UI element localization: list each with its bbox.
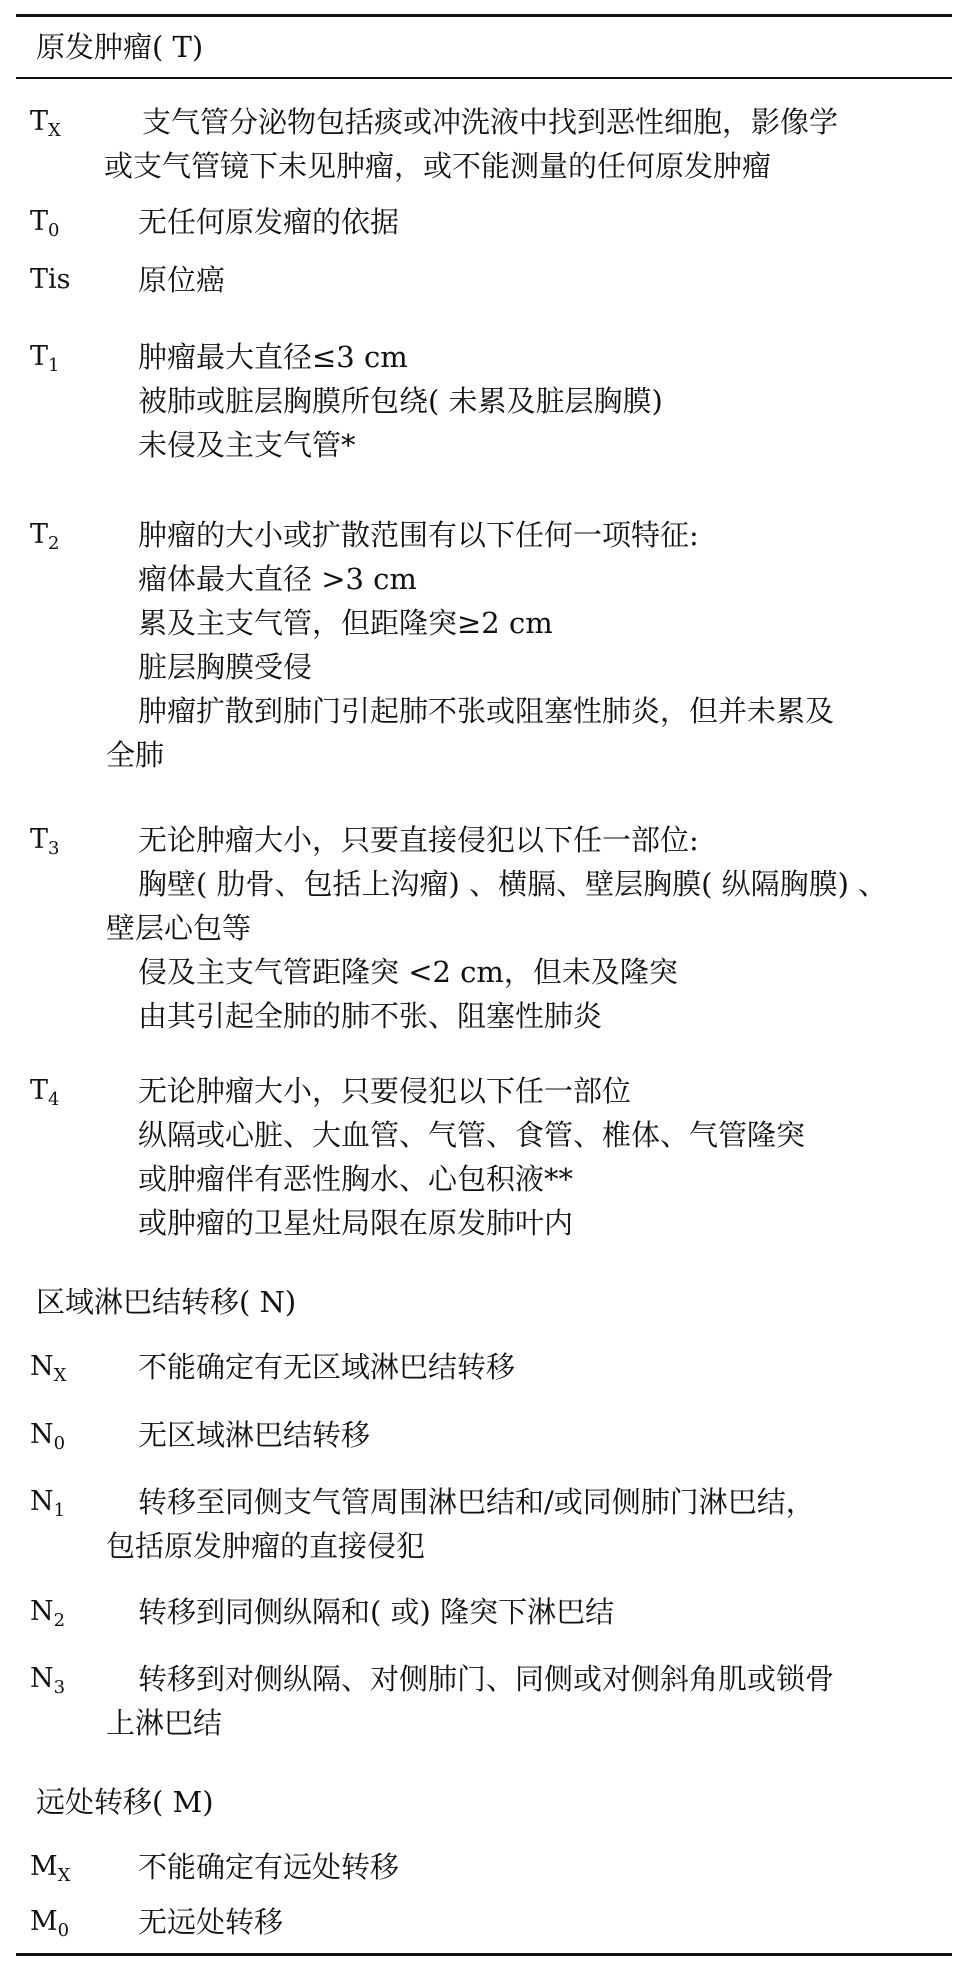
- desc-n1: 转移至同侧支气管周围淋巴结和/或同侧肺门淋巴结， 包括原发肿瘤的直接侵犯: [106, 1485, 815, 1563]
- code-t3: $T_3$: [30, 824, 60, 859]
- desc-tis: 原位癌: [138, 263, 226, 297]
- section-heading-t: 原发肿瘤( T): [36, 30, 204, 64]
- desc-m0: 无远处转移: [138, 1905, 284, 1939]
- section-heading-m: 远处转移( M): [36, 1785, 214, 1819]
- table-bottom-rule: [16, 1953, 952, 1956]
- section-heading-n: 区域淋巴结转移( N): [36, 1285, 297, 1319]
- desc-mx: 不能确定有远处转移: [138, 1850, 400, 1884]
- code-tis: Tis: [30, 264, 71, 295]
- desc-n0: 无区域淋巴结转移: [138, 1418, 371, 1452]
- desc-n3: 转移到对侧纵隔、对侧肺门、同侧或对侧斜角肌或锁骨 上淋巴结: [106, 1662, 835, 1740]
- code-mx: $M_X$: [30, 1851, 71, 1886]
- desc-t3: 无论肿瘤大小，只要直接侵犯以下任一部位: 胸壁( 肋骨、包括上沟瘤) 、横膈、壁层胸膜( 纵隔胸膜) 、 壁层心包等 侵及主支气管距隆突 <2 cm，但未及隆突 由其引起全肺的肺不张、阻塞性肺炎: [106, 823, 888, 1033]
- code-t1: $T_1$: [30, 341, 60, 376]
- table-header-rule: [16, 77, 952, 79]
- desc-tx: 支气管分泌物包括痰或冲洗液中找到恶性细胞，影像学 或支气管镜下未见肿瘤，或不能测量的任何原发肿瘤: [104, 105, 839, 183]
- desc-t0: 无任何原发瘤的依据: [138, 205, 400, 239]
- code-n0: $N_0$: [30, 1419, 66, 1454]
- code-nx: $N_X$: [30, 1351, 67, 1386]
- table-top-rule: [16, 14, 952, 17]
- desc-t4: 无论肿瘤大小，只要侵犯以下任一部位 纵隔或心脏、大血管、气管、食管、椎体、气管隆突 或肿瘤伴有恶性胸水、心包积液** 或肿瘤的卫星灶局限在原发肺叶内: [138, 1074, 806, 1240]
- code-t0: $T_0$: [30, 206, 60, 241]
- desc-n2: 转移到同侧纵隔和( 或) 隆突下淋巴结: [138, 1595, 615, 1629]
- desc-t2: 肿瘤的大小或扩散范围有以下任何一项特征: 瘤体最大直径 >3 cm 累及主支气管，但距隆突≥2 cm 脏层胸膜受侵 肿瘤扩散到肺门引起肺不张或阻塞性肺炎，但并未累及 全肺: [106, 518, 835, 772]
- code-t4: $T_4$: [30, 1075, 60, 1110]
- code-m0: $M_0$: [30, 1906, 70, 1941]
- desc-nx: 不能确定有无区域淋巴结转移: [138, 1350, 516, 1384]
- code-tx: $T_X$: [30, 106, 61, 141]
- code-n1: $N_1$: [30, 1486, 66, 1521]
- desc-t1: 肿瘤最大直径≤3 cm 被肺或脏层胸膜所包绕( 未累及脏层胸膜) 未侵及主支气管*: [138, 340, 663, 462]
- code-t2: $T_2$: [30, 519, 60, 554]
- code-n3: $N_3$: [30, 1663, 66, 1698]
- code-n2: $N_2$: [30, 1596, 66, 1631]
